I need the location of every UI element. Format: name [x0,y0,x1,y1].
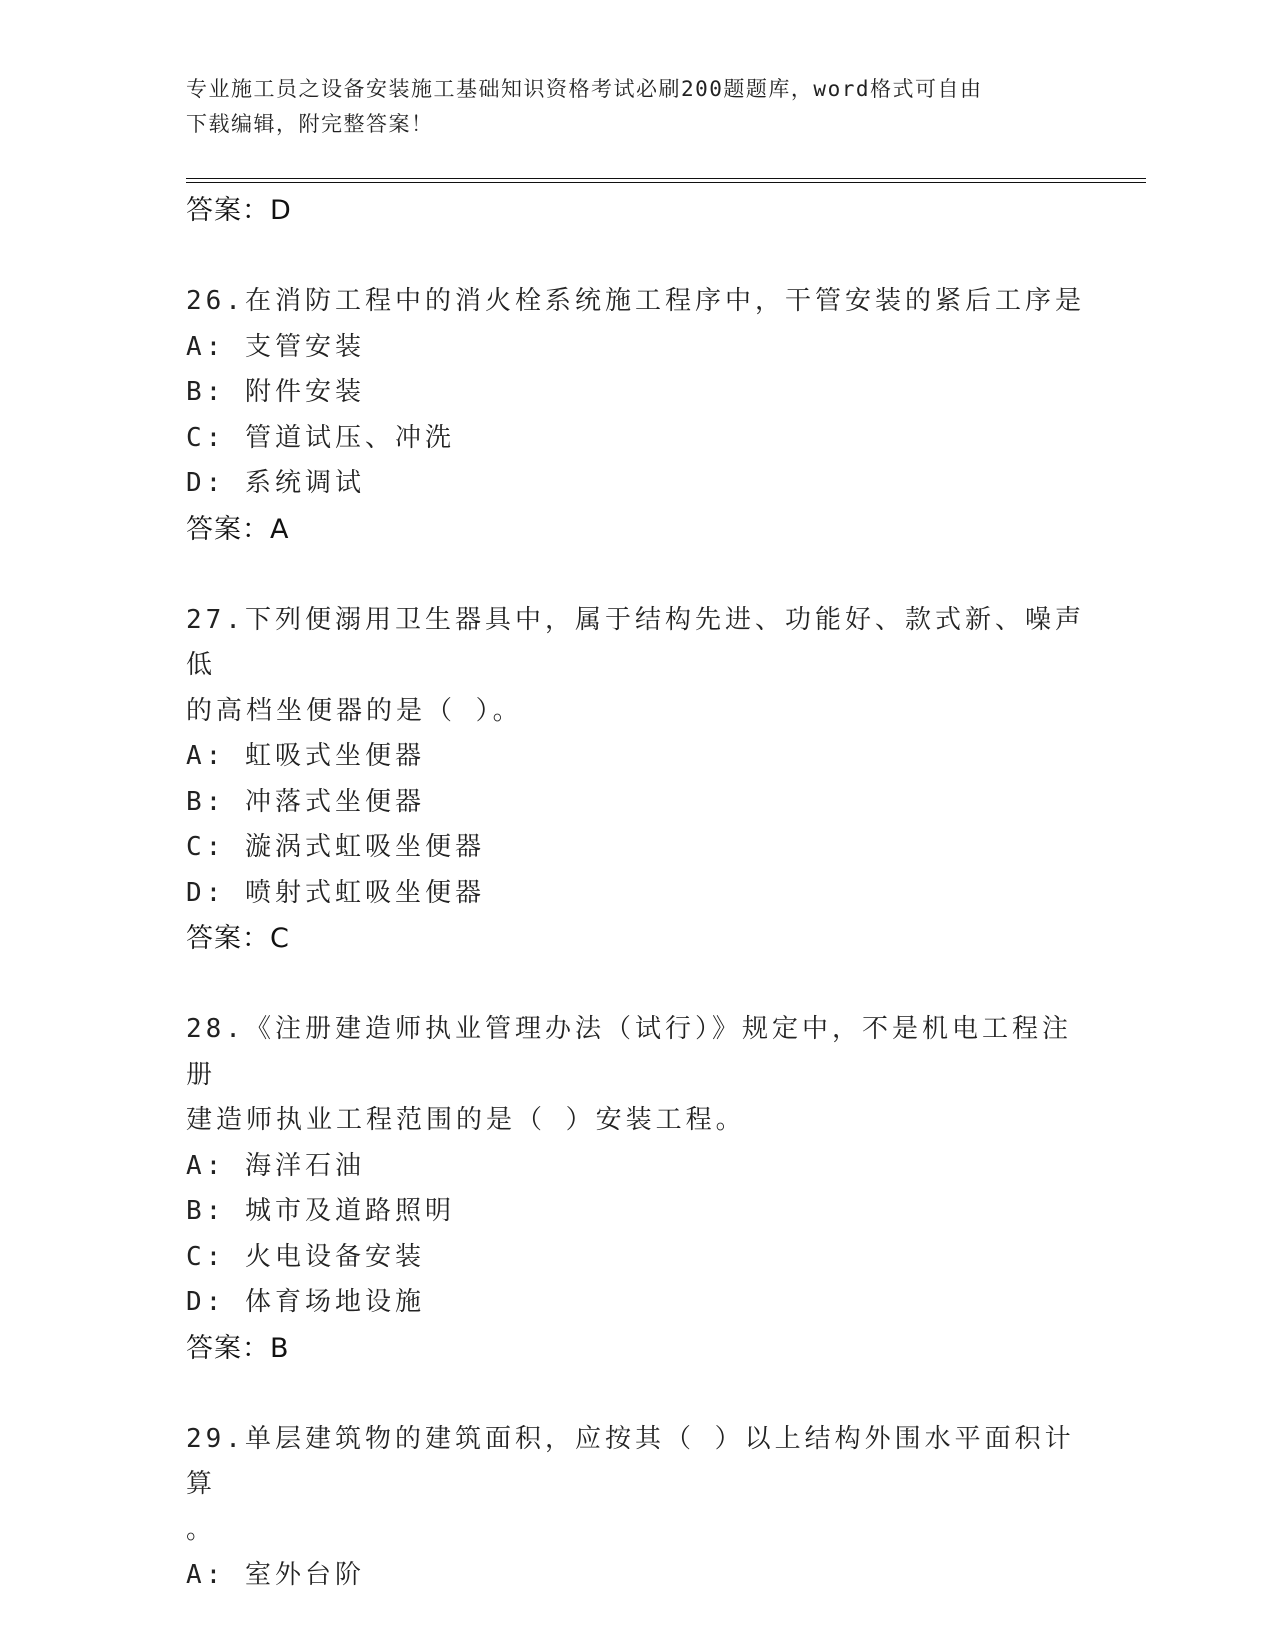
option-a: A: 室外台阶 [186,1560,365,1590]
question-list [186,188,1086,1599]
spacer [186,234,1086,280]
option-d: D: 体育场地设施 [186,1287,425,1317]
question-stem: 27.下列便溺用卫生器具中，属于结构先进、功能好、款式新、噪声低 [186,604,1085,680]
question-28 [186,1007,1086,1371]
option-c: C: 管道试压、冲洗 [186,422,455,453]
answer-line: 答案：C [186,923,290,954]
option-b: B: 冲落式坐便器 [186,786,425,817]
header-divider-bottom [186,182,1146,183]
header-divider-top [186,178,1146,179]
question-stem: 29.单层建筑物的建筑面积，应按其（ ）以上结构外围水平面积计算 [186,1423,1075,1499]
option-a: A: 支管安装 [186,331,365,362]
option-b: B: 附件安装 [186,377,365,407]
answer-line: 答案：B [186,1332,290,1364]
option-a: A: 海洋石油 [186,1150,365,1181]
spacer [186,1371,1086,1417]
question-stem: 28.《注册建造师执业管理办法（试行）》规定中，不是机电工程注册 [186,1014,1072,1090]
option-b: B: 城市及道路照明 [186,1196,455,1226]
question-27 [186,598,1086,962]
question-stem-continued: 的高档坐便器的是（ ）。 [186,695,523,726]
option-c: C: 漩涡式虹吸坐便器 [186,832,485,862]
option-d: D: 喷射式虹吸坐便器 [186,877,485,908]
option-d: D: 系统调试 [186,468,365,498]
header-line-1: 专业施工员之设备安装施工基础知识资格考试必刷200题题库，word格式可自由 [186,77,983,101]
document-header [186,72,1066,142]
answer-line: 答案：A [186,513,290,545]
question-stem: 26.在消防工程中的消火栓系统施工程序中，干管安装的紧后工序是 [186,286,1085,316]
question-stem-continued: 建造师执业工程范围的是（ ）安装工程。 [186,1105,746,1135]
question-26 [186,279,1086,552]
spacer [186,552,1086,598]
question-29 [186,1417,1086,1599]
spacer [186,962,1086,1008]
header-line-2: 下载编辑，附完整答案！ [186,112,434,136]
question-stem-continued: 。 [186,1514,217,1545]
option-c: C: 火电设备安装 [186,1241,425,1272]
previous-answer: 答案：D [186,195,292,226]
option-a: A: 虹吸式坐便器 [186,741,425,771]
